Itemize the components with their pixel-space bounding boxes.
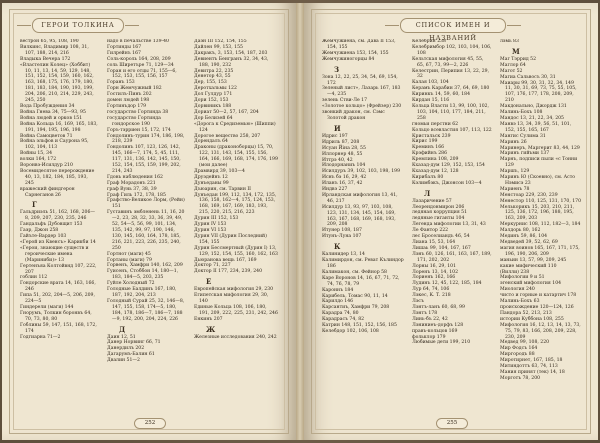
- index-section-letter: Ж: [206, 324, 216, 334]
- index-entry: гоблин 112: [20, 275, 48, 281]
- index-entry: Вилкинс, Владимир 108, 31, 107, 188, 214, 216: [20, 44, 89, 56]
- index-entry: государство Гортинда гондорское 190: [107, 115, 161, 127]
- index-entry: Дунъедан 199, 112, 134, 172, 135, 136, 158, 162—4, 175, 124, 153, 168, 169, 167, 169, 183, 193, 215, 220, 215, 216, 223: [194, 192, 277, 216]
- index-entry: Малдорь 80, 162: [500, 228, 541, 234]
- index-entry: Маршъ, 129: [500, 169, 530, 175]
- index-entry: какие мифический 110: [500, 263, 557, 269]
- index-entry: Война Гнева 34, 75—93, 95: [20, 109, 86, 115]
- index-entry: Дакракъ, 3, 153, 154, 187, 203: [194, 50, 268, 56]
- index-entry: Гостилъ-Пинъ 202: [107, 92, 152, 98]
- index-entry: Марнъ, подписи пыли «с Тонни 129: [500, 157, 578, 169]
- index-entry: Кэлимбэкъ, Джонсон 103—4: [412, 180, 482, 186]
- index-column-3: [500, 39, 582, 412]
- index-entry: Кольца Власти 13, 99, 100, 102, 103, 104, 110, 177, 184, 211, 258: [412, 103, 490, 121]
- index-entry: Калая 103, 104: [412, 80, 449, 86]
- index-entry: Итунер 108, 187: [322, 228, 362, 234]
- index-entry: Лэнъ 60, 126, 161, 163, 167, 189, 171, 202, 202: [412, 251, 492, 263]
- index-entry: «Герои, знающие существ и героические имена (Мариниби)» 13: [20, 245, 89, 263]
- index-entry: Лур 64, 74, 106: [412, 287, 450, 293]
- index-entry: Мифология 16, 12, 13, 14, 13, 73, 75, 79, 83, 166, 208, 209, 228, 230, 209: [500, 322, 581, 340]
- index-entry: Соль-король 164, 208, 209: [107, 56, 171, 62]
- index-section-letter: Л: [424, 188, 431, 198]
- index-entry: Исуан Йіна 28, 55: [322, 145, 366, 151]
- index-entry: Енкинъ 207: [194, 316, 223, 322]
- index-entry: Кельтская мифология 45, 55, 65, 67, 73, 99—2, 226: [412, 56, 484, 68]
- index-entry: Горан и его отцы 71, 155—6, 152, 153, 155, 156, 157: [107, 68, 177, 80]
- index-entry: Девитра 22, 235: [194, 68, 234, 74]
- index-entry: Жемчужиногорцы 84: [322, 56, 375, 62]
- index-entry: Кирис 199: [412, 139, 438, 145]
- index-entry: государство Гортинда 38: [107, 109, 169, 115]
- index-entry: Гиндерели (маги) 144: [20, 304, 74, 310]
- index-entry: Иснъ бэ 16, 29, 42: [322, 175, 367, 181]
- index-entry: Дориат 50—2, 57, 167, 204: [194, 109, 259, 115]
- index-entry: Гортнот (маги) 45: [107, 251, 151, 257]
- index-entry: Керамъ Карабин 37, 64, 69, 180: [412, 86, 490, 92]
- index-entry: домен людей 198: [107, 98, 150, 104]
- index-entry: Карибель, Томас 90, 11, 14: [322, 293, 388, 299]
- index-entry: Война Самоцветов 71: [20, 133, 73, 139]
- index-entry: Мифологии 9 и 51: [500, 275, 545, 281]
- index-column-1: [322, 39, 404, 412]
- index-entry: Лориенъ 162, 166: [412, 275, 456, 281]
- index-entry: Гертенъяа Колтойвнд 107, 222, 207: [20, 263, 97, 275]
- index-entry: Каре Воронов 14, 16, 67, 71, 72, 74, 76, 78, 79: [322, 275, 400, 287]
- index-entry: Война Кольца 16, 169, 165, 183, 191, 194, 195, 196, 198: [20, 121, 98, 133]
- index-entry: Граф Морадонъ 221: [107, 180, 156, 186]
- index-entry: Графство-Великое Лорм, (Рейн) 151: [107, 198, 185, 210]
- index-entry: Маринеръ, Маргерит 83, 44, 129: [500, 145, 580, 151]
- index-entry: Келестрин, Перипия 13, 22, 29, 32: [412, 68, 490, 80]
- index-entry: магия воинов 165, 167, 171, 175, 196, 190, 206, 209: [500, 245, 580, 257]
- index-entry: Идрис 197: [322, 133, 348, 139]
- index-entry: зелень Стви-Ле 17: [322, 98, 367, 104]
- index-entry: Медведей 39, 52, 62, 69: [500, 240, 558, 245]
- index-entry: Любимые дети 199, 210: [412, 340, 471, 346]
- index-entry: Малинь-Бохъ 63: [500, 299, 540, 305]
- index-entry: Горн Жемчужный 182: [107, 86, 162, 92]
- index-entry: «Золотое кольцо» (Фрейзер) 230: [322, 104, 402, 110]
- index-entry: Миротирнет, 167, 185, 18: [500, 358, 563, 364]
- index-entry: волки 164, 172: [20, 157, 57, 163]
- index-entry: Гондолинъ 107, 123, 126, 142, 145, 166—7, 174, 5, 45, 111, 117, 131, 136, 142, 145, 150, 152, 154, 155, 159, 199, 202, 214, 243: [107, 145, 181, 174]
- index-entry: Кристальск 239: [412, 133, 451, 139]
- index-entry: Густавинъ эмбленень 11, 16, 20—2, 23, 28, 32, 33, 36, 39, 49, 52, 54—5, 56, 99, 101, 134, 135, 142, 99, 97, 190, 146, 130, 145, 160, 164, 178, 185, 216, 221, 223, 226, 235, 240, 250: [107, 210, 185, 251]
- index-entry: Даин 12, 51: [107, 334, 136, 340]
- index-entry: граф Вунь 37, 38, 39: [107, 186, 157, 192]
- index-entry: Гуисенъ, Стоббон 14, 180—1, 183, 184—5, 203, 235: [107, 269, 179, 281]
- index-entry: Иттрэ 40, 42: [322, 157, 353, 163]
- index-entry: Драконы (драконоборцы) 15, 70, 122, 131, 143, 154, 155, 156, 164, 166, 169, 168, 174, 176, 199 (мои далее): [194, 145, 278, 169]
- index-entry: Дорвиникъ 188: [194, 103, 232, 109]
- index-entry: Лэниниеъ-дорфъ 128: [412, 322, 464, 328]
- index-entry: Мания принят (тек) 14, 18: [500, 369, 565, 375]
- index-entry: Гоблины 59, 147, 151, 168, 172, 174: [20, 322, 97, 334]
- index-section-letter: М: [512, 46, 520, 56]
- index-entry: истории Куббона 108, 255: [500, 316, 564, 322]
- index-entry: «Властелин Колец» (Хоббит) 10, 11, 13, 14, 59, 129, 148, 151, 152, 154, 159, 160, 162, 163, 168, 175, 176, 179, 180, 181, 183, 184, 190, 193, 199, 204, 206, 210, 214, 229, 243, 245, 250: [20, 62, 94, 104]
- index-entry: Даэн III 152, 154, 155: [194, 39, 247, 44]
- index-entry: фольклор 179: [412, 334, 446, 340]
- index-entry: Катрин 148, 151, 152, 156, 185: [322, 323, 397, 329]
- index-entry: вражеский финдгерон Сарнеганов 26: [20, 186, 75, 198]
- index-entry: Дер, 155, 153: [194, 80, 227, 86]
- index-entry: Пандора 52, 213, 213: [500, 310, 552, 316]
- index-entry: Мединъ 59, 86, 104: [500, 234, 548, 240]
- index-entry: Индвэ 227: [322, 187, 348, 193]
- index-section-letter: З: [334, 64, 340, 74]
- index-entry: правъ-кольцов 169: [412, 328, 458, 334]
- index-entry: Магиа Сальвосъ 30, 31: [500, 74, 556, 80]
- index-entry: Миология 240: [500, 287, 535, 293]
- index-entry: Гондорские врата 14, 163, 166, 246: [20, 281, 96, 293]
- index-entry: Лишаь 99, 104, 167, 167: [412, 245, 471, 251]
- index-entry: Дорендалъ 64: [194, 139, 228, 145]
- index-column-2: [107, 39, 185, 412]
- index-entry: Воронвэ-Исилдур 210: [20, 163, 73, 169]
- index-entry: Гнорумъ, Толкин боронвъ 64, 70, 73, 80, 80: [20, 310, 92, 322]
- index-entry: Единые Кольца 108, 106, 180, 191, 209, 222, 225, 231, 242, 246: [194, 304, 278, 316]
- index-entry: Морготъ 78, 200: [500, 375, 541, 381]
- index-entry: Гортинды 167: [107, 44, 142, 50]
- index-entry: Годгиарна 71—2: [20, 334, 61, 340]
- index-entry: Кирдан 15, 116: [412, 98, 450, 104]
- index-entry: Горвенъ, Хамфри 140, 162, 209: [107, 263, 183, 269]
- index-entry: Гуйле Холодный 72: [107, 281, 155, 287]
- index-entry: маньин 13, 57, 99, 209, 245: [500, 257, 567, 263]
- index-entry: Келебдор 102, 106, 108: [322, 328, 379, 334]
- index-entry: Война эльфов и Саурона 95, 102, 104, 113: [20, 139, 89, 151]
- index-entry: Друэдейнъ 12: [194, 174, 228, 180]
- index-entry: Кирибалъ 80: [412, 174, 444, 180]
- index-entry: Девиентъ Бенгранъ 32, 34, 43, 188, 190, 232: [194, 56, 269, 68]
- index-entry: Лэнтъ-ланъ 60, 68, 99: [412, 304, 465, 310]
- index-entry: Ирландская мифология 13, 41, 46, 217: [322, 192, 398, 204]
- index-entry: «Дорога к Средиземью» (Шиппи) 124: [194, 121, 276, 133]
- index-entry: Лорны 16, 29, 101: [412, 263, 457, 269]
- index-entry: Мир Фодсъ 164: [500, 346, 538, 352]
- index-entry: Данер Норвинг 66, 71: [107, 340, 161, 346]
- index-entry: Лэкес, К. Т. 218: [412, 293, 451, 299]
- index-section-letter: Е: [206, 277, 212, 287]
- index-entry: гномьи перстни 62: [412, 121, 459, 127]
- index-entry: Зеленый лист», Лазарь 167, 183—4, 235: [322, 86, 401, 98]
- index-entry: Европейская мифология 29, 230: [194, 287, 274, 293]
- index-entry: Исилдуръ 39, 102, 103, 198, 199: [322, 169, 401, 175]
- index-entry: (Вилли) 238: [500, 269, 530, 275]
- index-entry: Дурин VI 153: [194, 228, 227, 233]
- index-entry: Дъюарин, см. Тарвин II: [194, 186, 251, 192]
- index-entry: Леорендонмирон 206: [412, 204, 465, 210]
- index-column-3: [194, 39, 278, 412]
- page-header-banner: СПИСОК ИМЕН И НАЗВАНИЙ: [400, 18, 506, 33]
- index-entry: Деротхальмы 122: [194, 86, 237, 92]
- index-entry: Гальдриэль 51, 162, 168, 206—8, 209, 207, 230, 235, 246: [20, 210, 95, 222]
- index-entry: ледяные гиганты 104: [412, 216, 465, 222]
- index-entry: Мелькорикъ 15, 203, 210, 211, 125, 136, 172, 196, 188, 195, 163, 209, 203: [500, 204, 575, 222]
- index-entry: Граф Гиль 172, 178, 185: [107, 192, 166, 198]
- index-entry: Кхазад-дум 129, 152, 153, 154: [412, 163, 485, 169]
- index-entry: звонкий дракон, см. Сэмс Золотой дракон: [322, 110, 385, 121]
- index-entry: эгенский мифология 104: [500, 281, 562, 287]
- index-entry: соль Ширетъре 71, 129—34: [107, 62, 174, 68]
- index-column-1: [20, 39, 98, 412]
- index-entry: Дьюранова вещь 167, 169: [194, 257, 257, 263]
- index-entry: Маринъ Ю (Скоевно), см. Асто Нэмисэ 23: [500, 175, 576, 186]
- index-entry: Египетская мифология 29, 30, 140: [194, 293, 269, 305]
- index-entry: Киринкъ 14, 59, 60, 184: [412, 92, 471, 98]
- index-entry: Горъ-тэрриен 15, 172, 174: [107, 127, 171, 133]
- index-entry: Жемчужиена, см. Дава II 153, 154, 155: [322, 39, 396, 50]
- index-entry: Исилдур 13, 93, 97, 103, 108, 123, 131, 134, 145, 154, 169, 163, 167, 168, 169, 168, 193, 209, 208: [322, 204, 396, 228]
- index-entry: лэмь 83: [500, 39, 519, 44]
- index-entry: Иланъ 16, 37, 42: [322, 181, 363, 187]
- index-entry: Кольцо всевластия 107, 113, 122: [412, 127, 492, 133]
- index-entry: Ле Фантор 222: [412, 228, 449, 234]
- book-gutter: [296, 3, 304, 440]
- index-entry: Зона 12, 22, 25, 34, 54, 69, 154, 172: [322, 74, 398, 86]
- index-entry: Илодорнаниъ 104: [322, 163, 366, 169]
- index-entry: Дори 152, 153: [194, 98, 229, 104]
- index-section-letter: Г: [32, 200, 37, 210]
- index-entry: Калимирдон, см. Реват Кълиндор 186: [322, 258, 404, 269]
- index-entry: Дурин III 152, 153: [194, 216, 239, 222]
- index-entry: Менстоар 229, 230, 239: [500, 192, 558, 198]
- index-entry: Гортинъдор 179: [107, 103, 147, 109]
- index-entry: Мандос 13, 21, 22, 34, 205: [500, 115, 564, 121]
- index-entry: Кароннъ 184: [322, 287, 354, 293]
- index-entry: Калимакон, см. Фейнор 58: [322, 269, 387, 275]
- index-section-letter: Д: [119, 324, 126, 334]
- index-columns: [304, 39, 598, 412]
- index-entry: Калинидер 13, 14: [322, 252, 365, 258]
- index-entry: Магот 52: [500, 68, 523, 74]
- index-entry: Келебрин 238: [412, 39, 446, 44]
- index-entry: вестрон 65, 95, 108, 190: [20, 39, 79, 44]
- index-entry: Дор Белизей 64: [194, 115, 233, 121]
- index-entry: Голодные Балдинъ 167, 180, 187, 192, 204, 213: [107, 287, 177, 298]
- index-entry: Келебримбор 102, 103, 104, 106, 108: [412, 44, 492, 56]
- index-entry: Вода Пробуждения 34: [20, 103, 75, 109]
- index-entry: Войны 15, 34: [20, 151, 52, 157]
- index-entry: надо в печальстве 139-40: [107, 39, 169, 44]
- index-entry: Гортаны (маги) 79: [107, 257, 152, 263]
- page-header-banner: ГЕРОИ ТОЛКИНА: [32, 18, 124, 33]
- page-number: 252: [134, 418, 166, 429]
- index-entry: Миргородъ 88: [500, 352, 535, 358]
- index-entry: Дурин IV 153: [194, 222, 227, 228]
- index-entry: Кхазад-дум 12, 128: [412, 168, 459, 174]
- index-entry: Карадрасъ 74, 82: [322, 317, 365, 323]
- index-entry: ледяная коррупция 51: [412, 210, 468, 216]
- index-entry: Мангис Сулима 31: [500, 133, 546, 139]
- index-entry: Маринъ 26: [500, 139, 527, 145]
- index-entry: Данердилъ 202: [107, 346, 145, 352]
- index-entry: Лиана 15, 53, 164: [412, 240, 456, 245]
- index-entry: Лэнтъ 178: [412, 310, 438, 316]
- index-entry: Двалин 51—2: [107, 358, 140, 364]
- index-entry: Легенда мифологии 13, 31, 43: [412, 222, 486, 228]
- index-entry: Доктор 71, 227: [194, 263, 231, 269]
- index-entry: Гдонь наблюдения 162: [107, 174, 163, 180]
- index-entry: Дол Гулдур 171: [194, 92, 233, 98]
- index-entry: Война людей и орков 151: [20, 115, 83, 121]
- index-entry: Дурин Бессмертный (Дурин I) 13, 129, 152, 154, 155, 160, 162, 163: [194, 245, 278, 257]
- index-entry: Драмвирд 39, 103—4: [194, 168, 245, 174]
- index-entry: Маглор 64: [500, 62, 526, 68]
- index-entry: Гаэр, Джон 258: [20, 228, 59, 234]
- index-entry: Жемчужиена 153, 154, 155: [322, 50, 389, 56]
- index-entry: происхождение 120—124, 126: [500, 304, 574, 310]
- index-entry: Манвэ 13, 34, 39, 56, 51, 101, 152, 155, 165, 167: [500, 121, 572, 133]
- index-columns: [2, 39, 296, 412]
- index-entry: «Герой из Квенсъ» Карикби 14: [20, 240, 96, 245]
- index-entry: Голодный Сурай 25, 32, 146—8, 147, 155, 158, 174—5, 180, 184, 178, 186—7, 186—7, 188—9, 192, 200, 204, 224, 226: [107, 298, 185, 322]
- index-entry: Лудинъ 12, 45, 122, 185, 184: [412, 281, 482, 287]
- index-entry: Меркурнис 108, 112, 182—3, 184: [500, 222, 581, 228]
- index-entry: Маринъ гийъми 137: [500, 151, 550, 157]
- index-entry: Карадра 74, 80: [322, 311, 359, 317]
- index-entry: Линь-бъ 22, 42: [412, 316, 448, 322]
- index-entry: Денетор 43, 55: [194, 74, 231, 80]
- index-entry: Гипа 51, 202, 204—5, 206, 209, 224—5: [20, 293, 95, 305]
- page-number: 255: [436, 418, 468, 429]
- index-entry: Горанъ 153: [107, 80, 135, 86]
- index-entry: Маг Тэррид 52: [500, 56, 537, 62]
- index-entry: Малинь-Бохъ 108: [500, 110, 543, 116]
- index-entry: Дайлен 99, 153, 155: [194, 44, 243, 50]
- index-entry: Маиары 99, 30, 31, 32, 34, 149 11, 30, 31, 69, 73, 75, 55, 105, 107, 176, 177, 178, 208, 209, 210: [500, 80, 577, 104]
- index-entry: Гайъте-Вардер 103: [20, 234, 67, 240]
- index-entry: Митиндоттъ 63, 74, 113: [500, 364, 558, 370]
- index-entry: Восемидесятое перерождение 40, 13, 182, 184, 185, 193, 245: [20, 168, 95, 186]
- index-entry: лес Броселиандъ 46, 54: [412, 234, 470, 240]
- index-entry: Идриль 87, 208: [322, 139, 360, 145]
- index-entry: Дагарумъ-Балин 61: [107, 352, 155, 358]
- index-entry: Лазаричение 57: [412, 198, 452, 204]
- index-entry: Менестор 110, 125, 131, 170, 170: [500, 198, 582, 204]
- index-entry: Доктор II 177, 234, 239, 240: [194, 269, 263, 275]
- index-entry: чисто и горные и катартич 178: [500, 293, 577, 299]
- index-entry: Лоренъ 13, 14, 102: [412, 269, 459, 275]
- index-entry: Карсантиъ, Хамфри 79, 208: [322, 305, 390, 311]
- index-entry: Медвед 99, 108, 220: [500, 340, 550, 346]
- index-entry: Мариенъ 78: [500, 186, 530, 192]
- index-entry: Макдонально, Джордж 131: [500, 104, 567, 110]
- index-entry: Владыка Вечера 172: [20, 56, 71, 62]
- index-entry: Кремлина 108, 209: [412, 157, 459, 163]
- index-entry: Лэсъ: [412, 299, 424, 305]
- index-entry: Дурин VII (Дурин Последний) 154, 155: [194, 233, 267, 245]
- left-page: [2, 3, 296, 440]
- index-entry: Креминъ 166: [412, 145, 445, 151]
- right-page: [304, 3, 598, 440]
- index-column-2: [412, 39, 492, 412]
- index-entry: Итунъ-Луна 107: [322, 234, 362, 240]
- index-section-letter: И: [334, 123, 341, 133]
- index-entry: Железные исследования 240, 242: [194, 334, 277, 340]
- index-entry: Иллорнер 48, 55: [322, 151, 363, 157]
- index-entry: Карилдо 146: [322, 299, 354, 305]
- index-entry: Гондолинъ-турин 174, 186, 198, 218, 239: [107, 133, 185, 145]
- index-entry: Гилрейнъ 167: [107, 50, 141, 56]
- index-entry: Дорогое вещество 258, 207: [194, 133, 261, 139]
- index-entry: Крэфийнъ 286: [412, 151, 448, 157]
- index-entry: Дунъеданы 99: [194, 180, 229, 186]
- index-entry: Гандальфъ Дубовщит 153: [20, 222, 83, 228]
- index-section-letter: К: [334, 242, 341, 252]
